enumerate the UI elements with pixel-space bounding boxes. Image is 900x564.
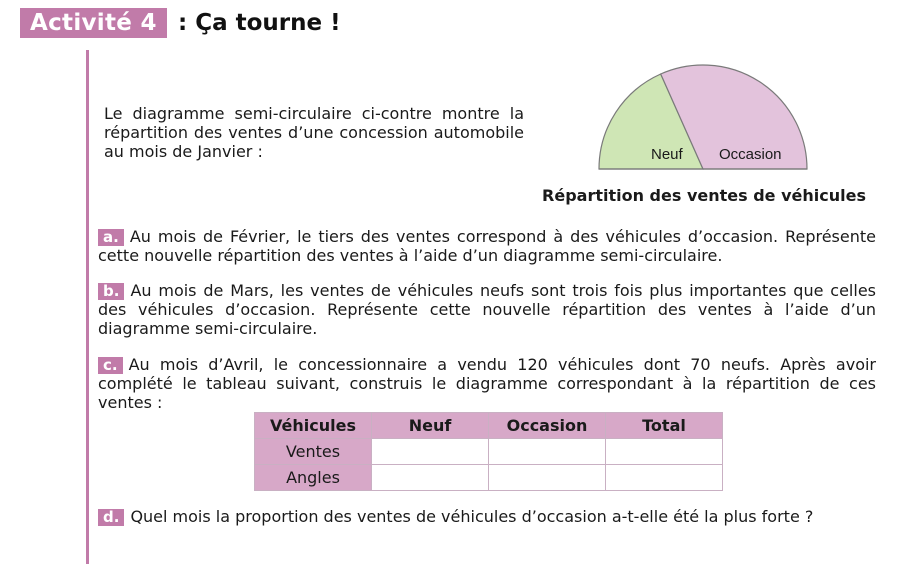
table-header-row	[255, 413, 723, 439]
intro-paragraph: Le diagramme semi-circulaire ci-contre montre la répartition des ventes d’une concession automobile au mois de Janvier :	[104, 104, 524, 161]
activity-badge: Activité 4	[20, 8, 167, 38]
question-d-text: Quel mois la proportion des ventes de véhicules d’occasion a-t-elle été la plus forte ?	[130, 507, 814, 526]
table-row	[255, 465, 723, 491]
sales-table	[254, 412, 723, 491]
slice-label-neuf: Neuf	[651, 146, 683, 163]
chart-title: Répartition des ventes de véhicules	[542, 186, 866, 205]
question-b-label: b.	[98, 283, 124, 300]
side-divider	[86, 50, 89, 564]
question-c-text: Au mois d’Avril, le concessionnaire a vendu 120 véhicules dont 70 neufs. Après avoir complété le tableau suivant, construis le diagramme correspondant à la répartition de ces ventes :	[98, 355, 876, 412]
question-c-label: c.	[98, 357, 123, 374]
table-cell	[372, 439, 489, 465]
question-a-label: a.	[98, 229, 124, 246]
table-row	[255, 439, 723, 465]
table-cell	[489, 465, 606, 491]
question-a	[98, 227, 876, 265]
semi-circle-chart	[590, 58, 812, 174]
header-vehicules: Véhicules	[255, 413, 372, 439]
page-title: : Ça tourne !	[178, 10, 341, 36]
table-cell	[606, 439, 723, 465]
header-total: Total	[606, 413, 723, 439]
row-label-ventes: Ventes	[255, 439, 372, 465]
question-a-text: Au mois de Février, le tiers des ventes correspond à des véhicules d’occasion. Représente cette nouvelle répartition des ventes à l’aide d’un diagramme semi-circulaire.	[98, 227, 876, 265]
question-d-label: d.	[98, 509, 124, 526]
question-c	[98, 355, 876, 412]
header-occasion: Occasion	[489, 413, 606, 439]
slice-label-occasion: Occasion	[719, 146, 782, 163]
table-cell	[372, 465, 489, 491]
header-neuf: Neuf	[372, 413, 489, 439]
table-cell	[489, 439, 606, 465]
question-d	[98, 507, 876, 526]
table-cell	[606, 465, 723, 491]
row-label-angles: Angles	[255, 465, 372, 491]
question-b	[98, 281, 876, 338]
question-b-text: Au mois de Mars, les ventes de véhicules neufs sont trois fois plus importantes que celles des véhicules d’occasion. Représente cette nouvelle répartition des ventes à l’aide d’un diagramme semi-circulaire.	[98, 281, 876, 338]
